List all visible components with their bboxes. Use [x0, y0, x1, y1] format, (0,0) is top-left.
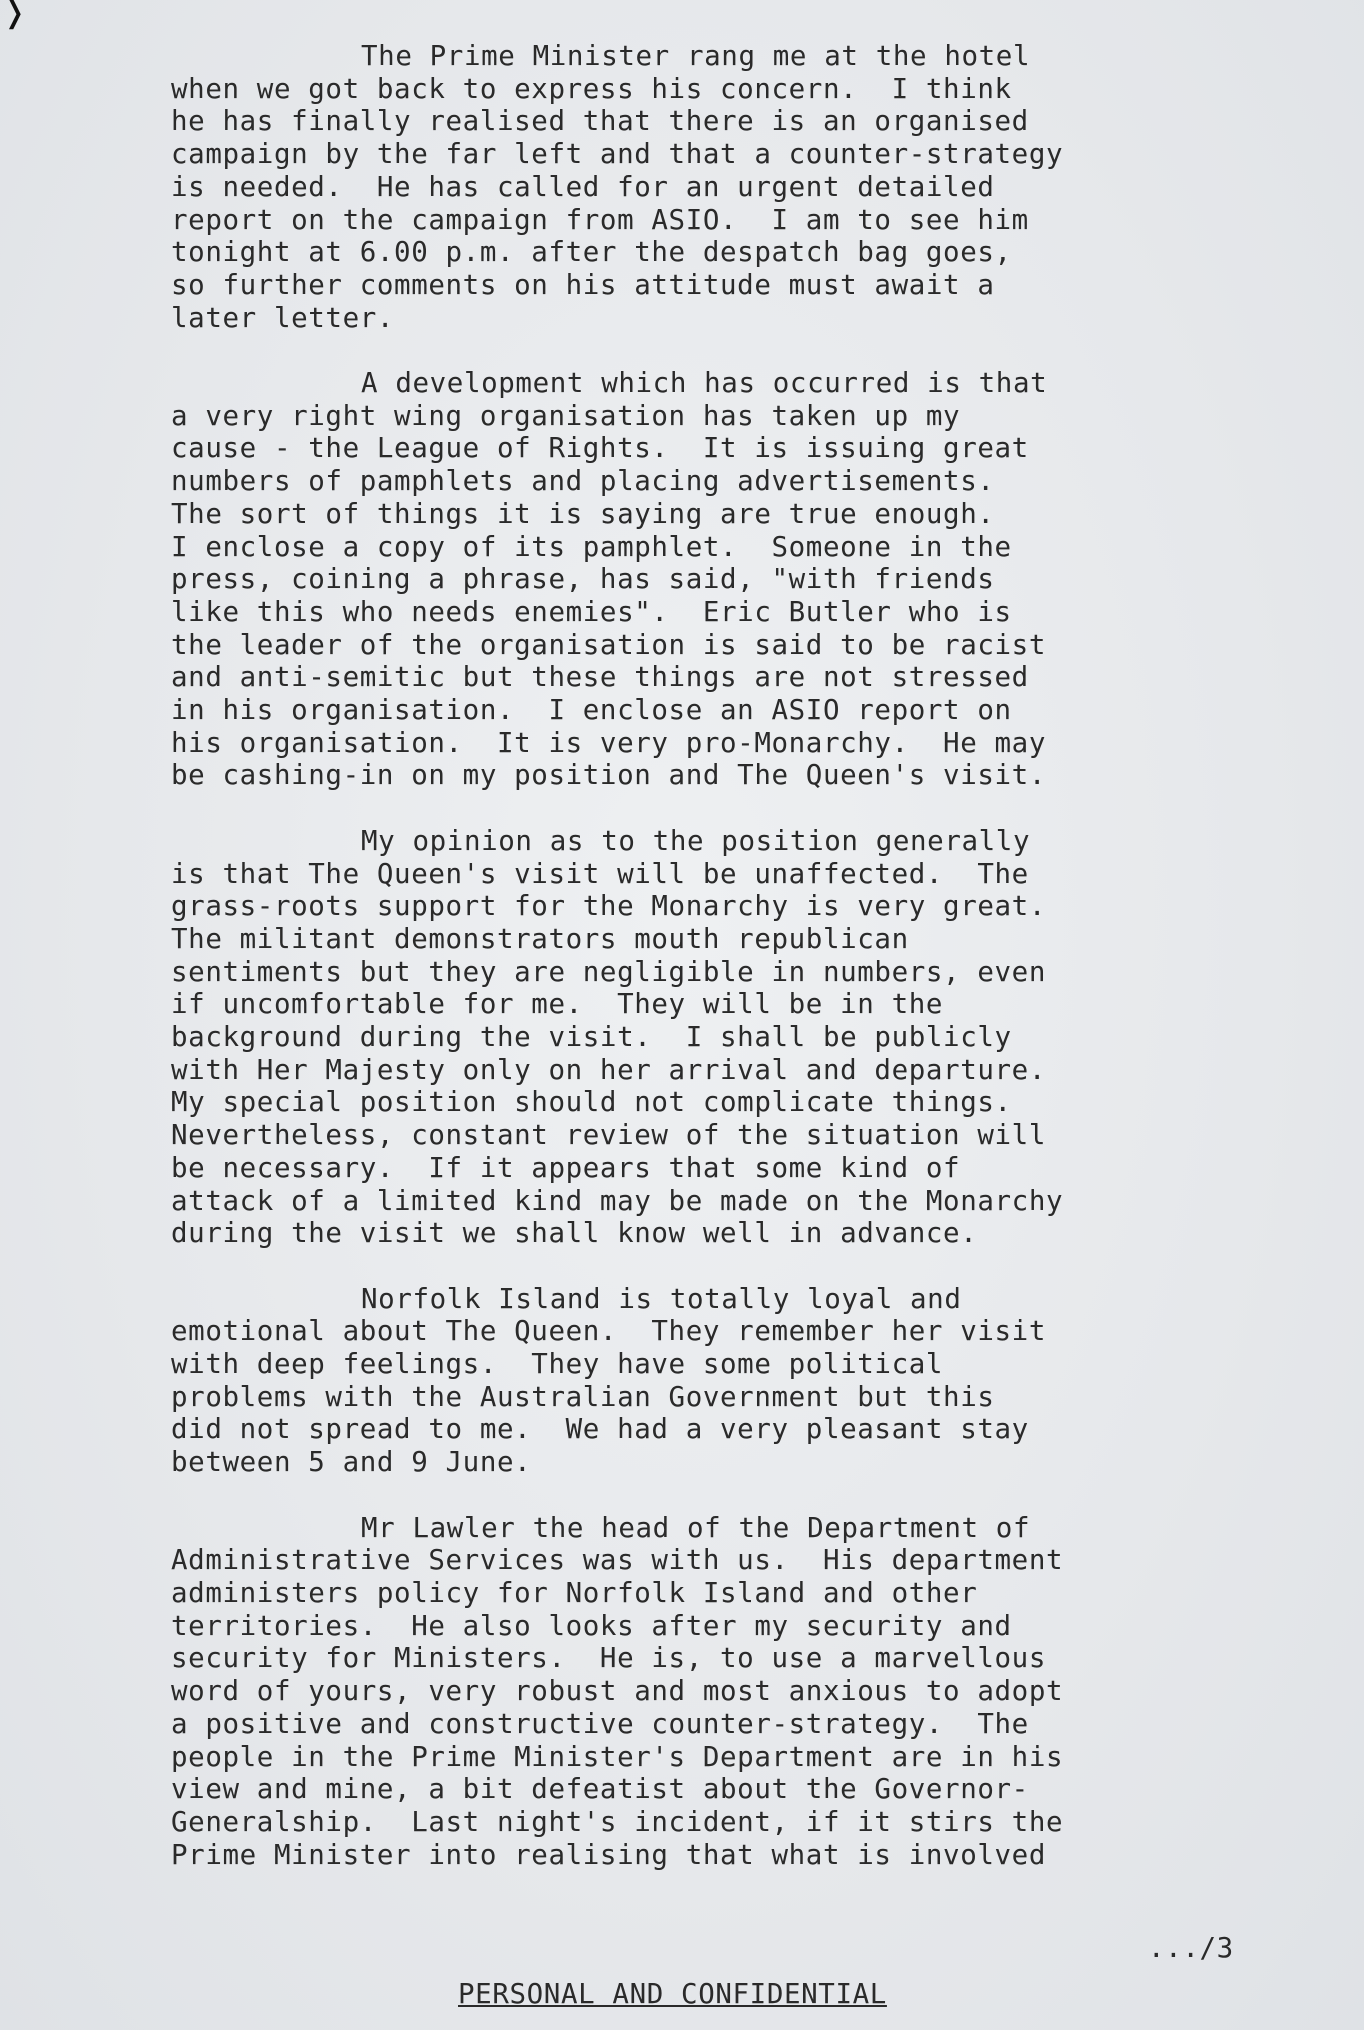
text-line: if uncomfortable for me. They will be in the	[171, 988, 944, 1021]
punch-mark: ❭	[2, 0, 28, 30]
text-line: problems with the Australian Government but this	[171, 1380, 995, 1413]
text-line: his organisation. It is very pro-Monarchy. He may	[171, 726, 1046, 759]
paragraph-4	[171, 1283, 1181, 1479]
text-line: Administrative Services was with us. His department	[171, 1544, 1064, 1577]
text-line: a positive and constructive counter-strategy. The	[171, 1707, 1029, 1740]
text-line: numbers of pamphlets and placing advertisements.	[171, 465, 995, 498]
text-line: Prime Minister into realising that what is involved	[171, 1838, 1046, 1871]
text-line: attack of a limited kind may be made on the Monarchy	[171, 1184, 1064, 1217]
confidential-footer: PERSONAL AND CONFIDENTIAL	[458, 1978, 887, 2010]
paragraph-1	[171, 40, 1181, 334]
text-line: view and mine, a bit defeatist about the Governor-	[171, 1773, 1029, 1806]
text-line: people in the Prime Minister's Department are in his	[171, 1740, 1064, 1773]
text-line: The sort of things it is saying are true enough.	[171, 497, 995, 530]
text-line: so further comments on his attitude must await a	[171, 268, 995, 301]
text-line: he has finally realised that there is an organised	[171, 105, 1029, 138]
text-line: word of yours, very robust and most anxious to adopt	[171, 1675, 1064, 1708]
text-line: tonight at 6.00 p.m. after the despatch bag goes,	[171, 236, 1012, 269]
text-line: I enclose a copy of its pamphlet. Someone in the	[171, 530, 1012, 563]
text-line: A development which has occurred is that	[361, 367, 1048, 400]
text-line: during the visit we shall know well in advance.	[171, 1217, 978, 1250]
letter-body	[171, 40, 1181, 1904]
paragraph-5	[171, 1512, 1181, 1872]
text-line: campaign by the far left and that a counter-strategy	[171, 138, 1064, 171]
text-line: did not spread to me. We had a very pleasant stay	[171, 1413, 1029, 1446]
paragraph-3	[171, 825, 1181, 1250]
text-line: Mr Lawler the head of the Department of	[361, 1511, 1031, 1544]
text-line: report on the campaign from ASIO. I am to see him	[171, 203, 1029, 236]
text-line: administers policy for Norfolk Island and other	[171, 1576, 978, 1609]
text-line: territories. He also looks after my security and	[171, 1609, 1012, 1642]
text-line: is that The Queen's visit will be unaffected. The	[171, 857, 1029, 890]
text-line: between 5 and 9 June.	[171, 1446, 532, 1479]
text-line: the leader of the organisation is said to be racist	[171, 628, 1046, 661]
text-line: press, coining a phrase, has said, "with friends	[171, 563, 995, 596]
text-line: with Her Majesty only on her arrival and departure.	[171, 1053, 1046, 1086]
text-line: in his organisation. I enclose an ASIO report on	[171, 694, 1012, 727]
text-line: My special position should not complicate things.	[171, 1086, 1012, 1119]
text-line: cause - the League of Rights. It is issuing great	[171, 432, 1029, 465]
text-line: with deep feelings. They have some political	[171, 1348, 944, 1381]
text-line: later letter.	[171, 301, 395, 334]
text-line: Nevertheless, constant review of the situation will	[171, 1119, 1046, 1152]
text-line: emotional about The Queen. They remember her visit	[171, 1315, 1046, 1348]
text-line: is needed. He has called for an urgent detailed	[171, 170, 995, 203]
text-line: The militant demonstrators mouth republican	[171, 922, 909, 955]
text-line: when we got back to express his concern. I think	[171, 72, 1012, 105]
text-line: grass-roots support for the Monarchy is very great.	[171, 890, 1046, 923]
continuation-page-ref: .../3	[1148, 1932, 1234, 1964]
text-line: be necessary. If it appears that some kind of	[171, 1151, 961, 1184]
text-line: background during the visit. I shall be publicly	[171, 1021, 1012, 1054]
text-line: Generalship. Last night's incident, if it stirs the	[171, 1805, 1064, 1838]
text-line: The Prime Minister rang me at the hotel	[361, 40, 1031, 72]
text-line: sentiments but they are negligible in numbers, even	[171, 955, 1046, 988]
text-line: My opinion as to the position generally	[361, 824, 1031, 857]
text-line: a very right wing organisation has taken up my	[171, 399, 961, 432]
text-line: and anti-semitic but these things are not stressed	[171, 661, 1029, 694]
text-line: security for Ministers. He is, to use a marvellous	[171, 1642, 1046, 1675]
text-line: like this who needs enemies". Eric Butler who is	[171, 595, 1012, 628]
paragraph-2	[171, 367, 1181, 792]
text-line: Norfolk Island is totally loyal and	[361, 1282, 962, 1315]
text-line: be cashing-in on my position and The Queen's visit.	[171, 759, 1046, 792]
